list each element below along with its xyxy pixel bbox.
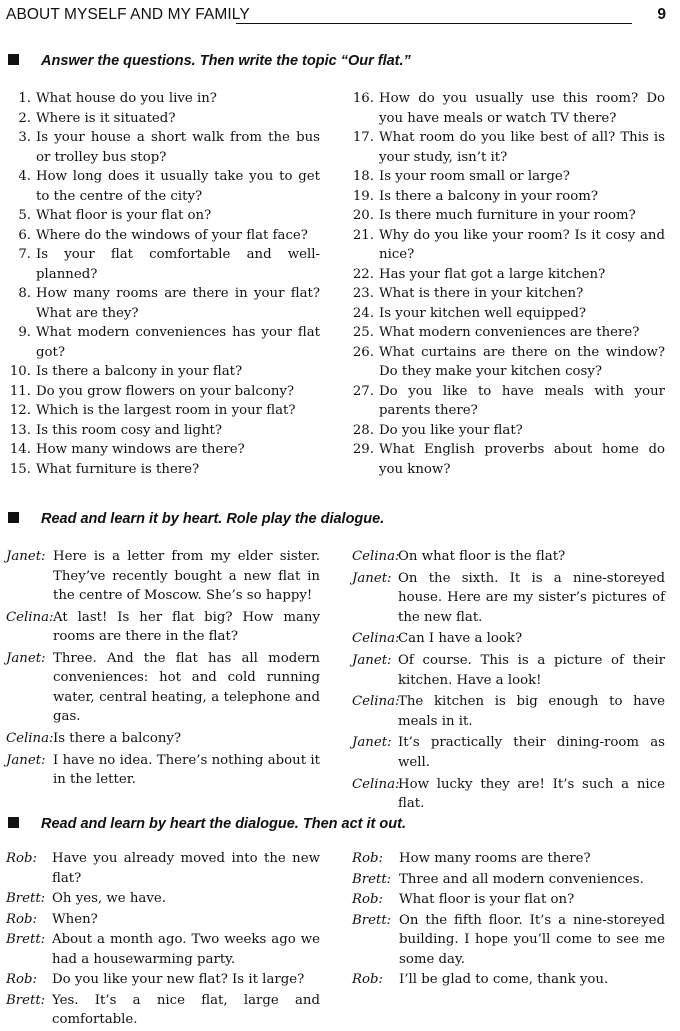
question-item (8, 382, 320, 402)
question-text: Do you grow flowers on your balcony? (36, 383, 295, 399)
dialogue-text: It’s practically their dining-room as well. (398, 735, 665, 770)
question-number: 12. (9, 403, 31, 418)
question-number: 17. (352, 130, 374, 145)
question-item (8, 401, 320, 421)
question-item (352, 167, 665, 187)
question-text: Why do you like your room? Is it cosy and nice? (379, 227, 665, 262)
dialogue-text: About a month ago. Two weeks ago we had a housewarming party. (52, 932, 320, 967)
running-header (6, 6, 670, 28)
question-item (8, 421, 320, 441)
speaker-name: Celina: (352, 631, 400, 647)
dialogue-line (352, 733, 665, 772)
dialogue2-left (6, 849, 320, 1030)
question-number: 28. (352, 422, 374, 438)
section-heading-text: Read and learn by heart the dialogue. Then act it out. (41, 816, 406, 832)
question-item (8, 167, 320, 206)
question-item (352, 382, 665, 421)
question-number: 29. (352, 442, 374, 457)
bullet-square-icon (8, 817, 19, 828)
question-text: Where is it situated? (36, 110, 176, 126)
dialogue-line (352, 692, 665, 731)
question-item (352, 304, 665, 324)
question-number: 26. (352, 344, 374, 360)
question-number: 23. (352, 286, 374, 301)
question-number: 3. (18, 130, 31, 145)
speaker-name: Brett: (6, 932, 46, 947)
question-number: 18. (352, 169, 374, 184)
dialogue-line (352, 775, 665, 814)
questions-right-column (352, 89, 665, 479)
questions-list-left (8, 89, 320, 479)
speaker-name: Janet: (352, 653, 392, 669)
question-item (8, 362, 320, 382)
question-number: 15. (9, 461, 31, 477)
dialogue-line (6, 910, 320, 930)
dialogue-line (352, 911, 665, 970)
question-item (352, 128, 665, 167)
question-number: 4. (18, 169, 31, 184)
question-number: 24. (352, 305, 374, 321)
dialogue-line (6, 930, 320, 969)
question-item (8, 245, 320, 284)
speaker-name: Janet: (6, 752, 46, 768)
dialogue-line (6, 547, 320, 606)
question-item (352, 421, 665, 441)
dialogue-line (352, 890, 665, 910)
question-item (8, 226, 320, 246)
question-number: 6. (18, 227, 31, 243)
dialogue-line (6, 991, 320, 1030)
dialogue-line (352, 651, 665, 690)
dialogue-text: I have no idea. There’s nothing about it in the letter. (53, 752, 320, 788)
bullet-square-icon (8, 54, 19, 65)
question-item (352, 206, 665, 226)
question-number: 13. (9, 422, 31, 438)
dialogue-line (352, 569, 665, 628)
dialogue-text: On what floor is the flat? (398, 549, 566, 564)
question-text: How long does it usually take you to get to the centre of the city? (36, 169, 320, 204)
speaker-name: Brett: (6, 992, 46, 1008)
question-number: 19. (352, 188, 374, 204)
speaker-name: Janet: (352, 735, 392, 751)
dialogue-line (6, 751, 320, 790)
dialogue1-left (6, 547, 320, 790)
question-number: 22. (352, 266, 374, 282)
question-number: 27. (352, 383, 374, 399)
question-item (8, 206, 320, 226)
question-text: What floor is your flat on? (36, 208, 212, 223)
question-number: 2. (18, 110, 31, 126)
question-text: How many windows are there? (36, 442, 245, 457)
dialogue-line (352, 970, 665, 990)
question-text: What English proverbs about home do you know? (379, 442, 665, 477)
question-text: What is there in your kitchen? (379, 286, 584, 301)
question-number: 10. (9, 364, 31, 379)
speaker-name: Celina: (6, 609, 54, 625)
question-item (352, 284, 665, 304)
question-number: 11. (9, 383, 31, 399)
question-number: 25. (352, 325, 374, 340)
question-text: Is your room small or large? (379, 169, 570, 184)
questions-list-right (352, 89, 665, 479)
section-heading-text: Read and learn it by heart. Role play the dialogue. (41, 511, 385, 527)
question-item (352, 440, 665, 479)
dialogue-line (6, 608, 320, 647)
dialogue-text: On the sixth. It is a nine-storeyed house. Here are my sister’s pictures of the new flat. (398, 570, 665, 625)
speaker-name: Janet: (352, 570, 392, 586)
question-item (8, 89, 320, 109)
speaker-name: Celina: (352, 776, 400, 792)
dialogue1-left-column (6, 547, 320, 792)
question-item (8, 440, 320, 460)
question-text: Which is the largest room in your flat? (36, 403, 296, 418)
question-number: 8. (18, 286, 31, 301)
question-text: Is this room cosy and light? (36, 422, 223, 438)
question-item (352, 226, 665, 265)
dialogue-line (352, 547, 665, 567)
header-rule (236, 23, 632, 24)
question-item (352, 265, 665, 285)
dialogue-line (6, 849, 320, 888)
dialogue-text: I’ll be glad to come, thank you. (399, 972, 609, 987)
question-text: How do you usually use this room? Do you have meals or watch TV there? (379, 91, 665, 126)
speaker-name: Celina: (352, 549, 400, 564)
question-text: Do you like to have meals with your parents there? (379, 383, 665, 418)
section-heading-text: Answer the questions. Then write the topic “Our flat.” (41, 53, 411, 69)
question-item (352, 323, 665, 343)
speaker-name: Celina: (6, 731, 54, 747)
speaker-name: Janet: (6, 549, 46, 564)
speaker-name: Rob: (6, 972, 38, 987)
dialogue-line (352, 870, 665, 890)
dialogue-text: Yes. It’s a nice flat, large and comfortable. (52, 992, 320, 1027)
question-text: Where do the windows of your flat face? (36, 227, 308, 243)
dialogue-line (6, 729, 320, 749)
question-number: 21. (352, 227, 374, 243)
dialogue-text: Of course. This is a picture of their kitchen. Have a look! (398, 653, 665, 688)
dialogue-text: Three. And the flat has all modern conveniences: hot and cold running water, central heating, a telephone and gas. (53, 650, 320, 725)
question-text: Has your flat got a large kitchen? (379, 266, 606, 282)
question-text: What curtains are there on the window? Do they make your kitchen cosy? (379, 344, 665, 379)
question-item (8, 109, 320, 129)
dialogue-text: Oh yes, we have. (52, 891, 166, 906)
dialogue1-right (352, 547, 665, 814)
question-text: Is there a balcony in your room? (379, 188, 598, 204)
section-heading-role-play (8, 511, 384, 527)
dialogue-text: Three and all modern conveniences. (399, 871, 644, 887)
speaker-name: Rob: (6, 911, 38, 927)
dialogue-line (6, 649, 320, 727)
dialogue-line (6, 889, 320, 909)
question-text: How many rooms are there in your flat? What are they? (36, 286, 320, 321)
question-text: Do you like your flat? (379, 422, 523, 438)
dialogue2-right-column (352, 849, 665, 991)
question-text: What modern conveniences has your flat got? (36, 325, 320, 360)
dialogue-text: Can I have a look? (398, 631, 523, 647)
section-heading-act-out (8, 816, 406, 832)
question-text: What modern conveniences are there? (379, 325, 640, 340)
speaker-name: Celina: (352, 694, 400, 710)
dialogue-text: How many rooms are there? (399, 851, 591, 866)
question-text: Is there much furniture in your room? (379, 208, 636, 223)
dialogue-text: When? (52, 911, 98, 927)
questions-left-column (8, 89, 320, 479)
speaker-name: Rob: (352, 892, 384, 907)
speaker-name: Janet: (6, 650, 46, 666)
dialogue-text: At last! Is her flat big? How many rooms are there in the flat? (53, 609, 320, 645)
dialogue2-left-column (6, 849, 320, 1031)
dialogue-line (6, 970, 320, 990)
question-text: Is there a balcony in your flat? (36, 364, 243, 379)
question-number: 7. (18, 247, 31, 262)
dialogue-line (352, 849, 665, 869)
speaker-name: Rob: (6, 851, 38, 866)
speaker-name: Brett: (352, 871, 392, 887)
question-number: 1. (18, 91, 31, 106)
question-text: Is your kitchen well equipped? (379, 305, 587, 321)
speaker-name: Brett: (6, 891, 46, 906)
page-number: 9 (657, 6, 666, 23)
question-number: 5. (18, 208, 31, 223)
bullet-square-icon (8, 512, 19, 523)
dialogue-text: The kitchen is big enough to have meals in it. (398, 694, 665, 729)
question-number: 14. (9, 442, 31, 457)
question-number: 20. (352, 208, 374, 223)
question-number: 16. (352, 91, 374, 106)
question-item (8, 323, 320, 362)
speaker-name: Rob: (352, 851, 384, 866)
dialogue1-right-column (352, 547, 665, 816)
dialogue2-right (352, 849, 665, 990)
question-item (8, 128, 320, 167)
section-heading-questions (8, 53, 411, 69)
question-text: Is your house a short walk from the bus or trolley bus stop? (36, 130, 320, 165)
question-item (352, 89, 665, 128)
speaker-name: Rob: (352, 972, 384, 987)
speaker-name: Brett: (352, 912, 392, 928)
dialogue-text: Do you like your new flat? Is it large? (52, 972, 305, 987)
dialogue-line (352, 629, 665, 649)
question-text: What room do you like best of all? This is your study, isn’t it? (379, 130, 665, 165)
question-item (352, 187, 665, 207)
question-text: Is your flat comfortable and well-planned? (36, 247, 320, 282)
dialogue-text: Have you already moved into the new flat? (52, 851, 320, 886)
question-item (8, 460, 320, 480)
question-item (8, 284, 320, 323)
dialogue-text: Here is a letter from my elder sister. They’ve recently bought a new flat in the centre of Moscow. She’s so happy! (53, 549, 320, 603)
chapter-title: ABOUT MYSELF AND MY FAMILY (6, 6, 250, 23)
question-text: What house do you live in? (36, 91, 217, 106)
question-number: 9. (18, 325, 31, 340)
dialogue-text: How lucky they are! It’s such a nice flat. (398, 776, 665, 812)
dialogue-text: Is there a balcony? (53, 731, 182, 747)
question-text: What furniture is there? (36, 461, 200, 477)
dialogue-text: What floor is your flat on? (399, 892, 575, 907)
dialogue-text: On the fifth floor. It’s a nine-storeyed building. I hope you’ll come to see me some day. (399, 912, 665, 967)
question-item (352, 343, 665, 382)
